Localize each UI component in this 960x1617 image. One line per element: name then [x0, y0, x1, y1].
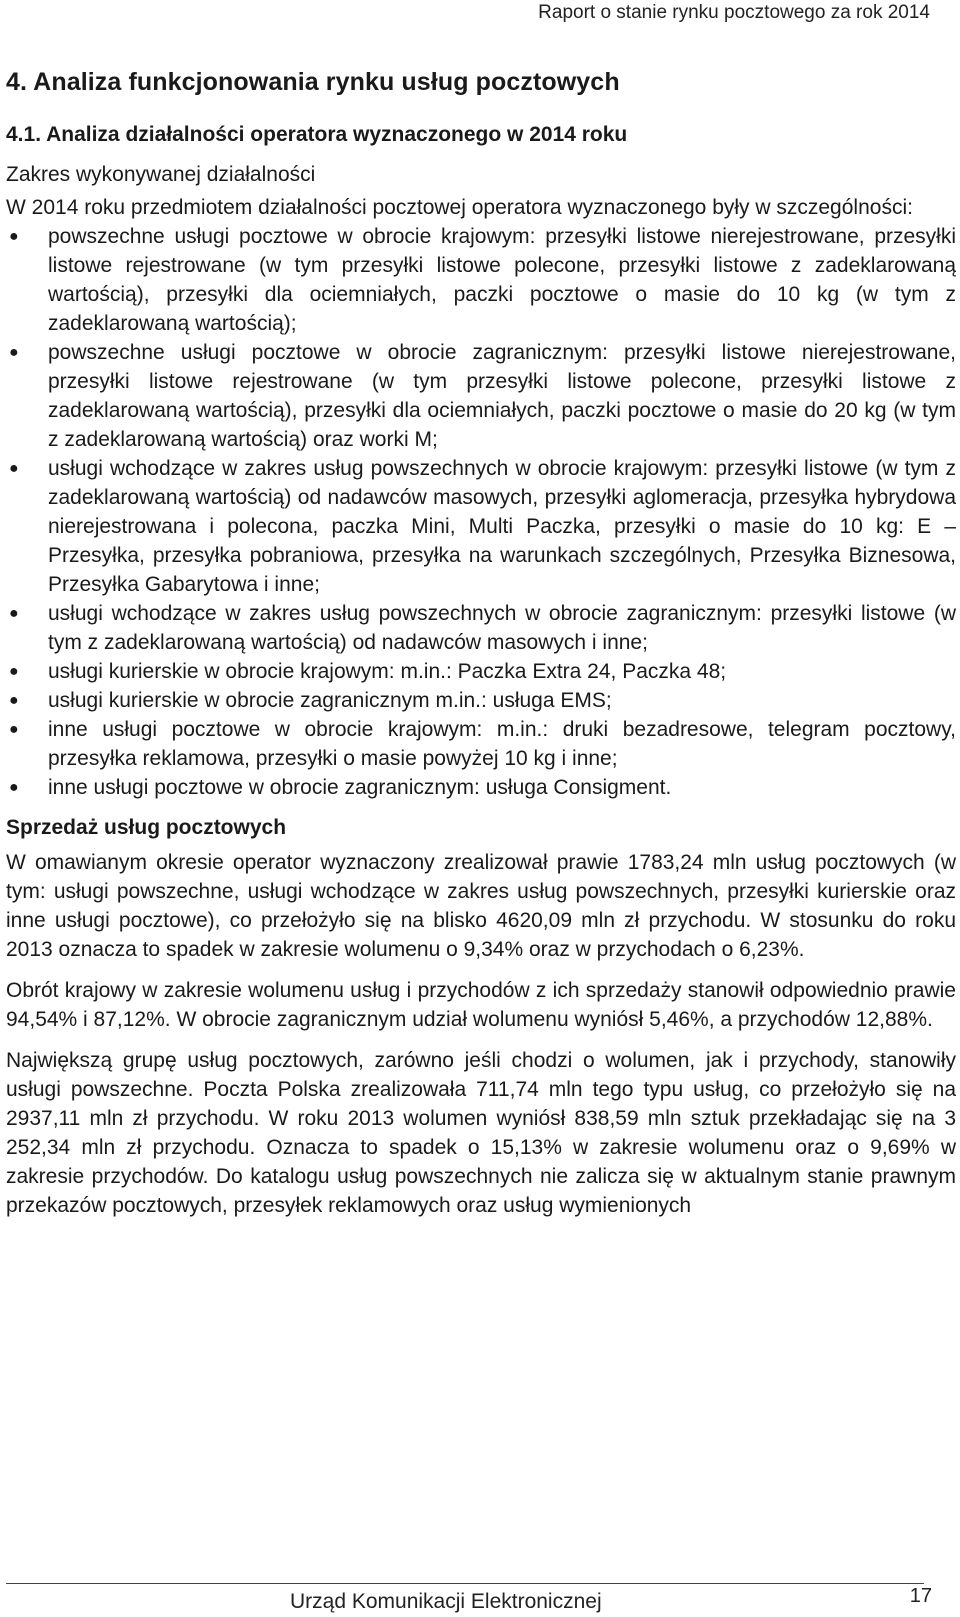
sales-paragraph-3: Największą grupę usług pocztowych, zarówno jeśli chodzi o wolumen, jak i przychody, stanowiły usługi powszechne. Poczta Polska zrealizowała 711,74 mln tego typu usług, co przełożyło się na 2937,11 mln zł przychodu. W roku 2013 wolumen wyniósł 838,59 mln sztuk przekładając się na 3 252,34 mln zł przychodu. Oznacza to spadek o 15,13% w zakresie wolumenu oraz o 9,69% w zakresie przychodów. Do katalogu usług powszechnych nie zalicza się w aktualnym stanie prawnym przekazów pocztowych, przesyłek reklamowych oraz usług wymienionych	[6, 1049, 956, 1217]
list-item-text: powszechne usługi pocztowe w obrocie zagranicznym: przesyłki listowe nierejestrowane, przesyłki listowe rejestrowane (w tym przesyłki listowe polecone, przesyłki listowe z zadeklarowaną wartością), przesyłki dla ociemniałych, paczki pocztowe o masie do 20 kg (w tym z zadeklarowaną wartością) oraz worki M;	[48, 341, 956, 451]
list-item-text: usługi kurierskie w obrocie krajowym: m.in.: Paczka Extra 24, Paczka 48;	[48, 660, 727, 683]
list-item-text: usługi wchodzące w zakres usług powszechnych w obrocie zagranicznym: przesyłki listowe (w tym z zadeklarowaną wartością) od nadawców masowych i inne;	[48, 602, 956, 654]
section-title: 4.1. Analiza działalności operatora wyznaczonego w 2014 roku	[6, 123, 628, 146]
sales-heading: Sprzedaż usług pocztowych	[6, 816, 287, 839]
list-item	[6, 338, 956, 454]
bullet-icon: ●	[9, 721, 19, 738]
list-item	[6, 222, 956, 338]
scope-intro: W 2014 roku przedmiotem działalności pocztowej operatora wyznaczonego były w szczególności:	[6, 196, 913, 219]
list-item	[6, 715, 956, 773]
running-header: Raport o stanie rynku pocztowego za rok 2014	[538, 2, 930, 23]
sales-paragraph-1: W omawianym okresie operator wyznaczony zrealizował prawie 1783,24 mln usług pocztowych (w tym: usługi powszechne, usługi wchodzące w zakres usług powszechnych, przesyłki kurierskie oraz inne usługi pocztowe), co przełożyło się na blisko 4620,09 mln zł przychodu. W stosunku do roku 2013 oznacza to spadek w zakresie wolumenu o 9,34% oraz w przychodach o 6,23%.	[6, 851, 956, 961]
bullet-icon: ●	[9, 344, 19, 361]
list-item	[6, 773, 956, 802]
list-item	[6, 454, 956, 599]
services-list	[6, 222, 956, 802]
bullet-icon: ●	[9, 605, 19, 622]
page-number: 17	[909, 1585, 932, 1607]
bullet-icon: ●	[9, 692, 19, 709]
sales-paragraph-2: Obrót krajowy w zakresie wolumenu usług i przychodów z ich sprzedaży stanowił odpowiednio prawie 94,54% i 87,12%. W obrocie zagranicznym udział wolumenu wyniósł 5,46%, a przychodów 12,88%.	[6, 979, 956, 1031]
list-item-text: usługi kurierskie w obrocie zagranicznym m.in.: usługa EMS;	[48, 689, 612, 712]
bullet-icon: ●	[9, 460, 19, 477]
bullet-icon: ●	[9, 779, 19, 796]
document-body	[6, 68, 956, 1220]
list-item-text: powszechne usługi pocztowe w obrocie krajowym: przesyłki listowe nierejestrowane, przesyłki listowe rejestrowane (w tym przesyłki listowe polecone, przesyłki listowe z zadeklarowaną wartością), przesyłki dla ociemniałych, paczki pocztowe o masie do 10 kg (w tym z zadeklarowaną wartością);	[48, 225, 956, 335]
list-item-text: usługi wchodzące w zakres usług powszechnych w obrocie krajowym: przesyłki listowe (w tym z zadeklarowaną wartością) od nadawców masowych, przesyłki aglomeracja, przesyłka hybrydowa nierejestrowana i polecona, paczka Mini, Multi Paczka, przesyłki o masie do 10 kg: E – Przesyłka, przesyłka pobraniowa, przesyłka na warunkach szczególnych, Przesyłka Biznesowa, Przesyłka Gabarytowa i inne;	[48, 457, 956, 596]
bullet-icon: ●	[9, 663, 19, 680]
list-item	[6, 686, 956, 715]
chapter-title: 4. Analiza funkcjonowania rynku usług pocztowych	[6, 68, 620, 96]
footer-divider	[6, 1583, 924, 1584]
list-item-text: inne usługi pocztowe w obrocie zagranicznym: usługa Consigment.	[48, 776, 672, 799]
scope-heading: Zakres wykonywanej działalności	[6, 163, 316, 186]
bullet-icon: ●	[9, 228, 19, 245]
list-item	[6, 599, 956, 657]
list-item	[6, 657, 956, 686]
footer-organization: Urząd Komunikacji Elektronicznej	[290, 1590, 602, 1613]
list-item-text: inne usługi pocztowe w obrocie krajowym: m.in.: druki bezadresowe, telegram pocztowy, przesyłka reklamowa, przesyłki o masie powyżej 10 kg i inne;	[48, 718, 956, 770]
